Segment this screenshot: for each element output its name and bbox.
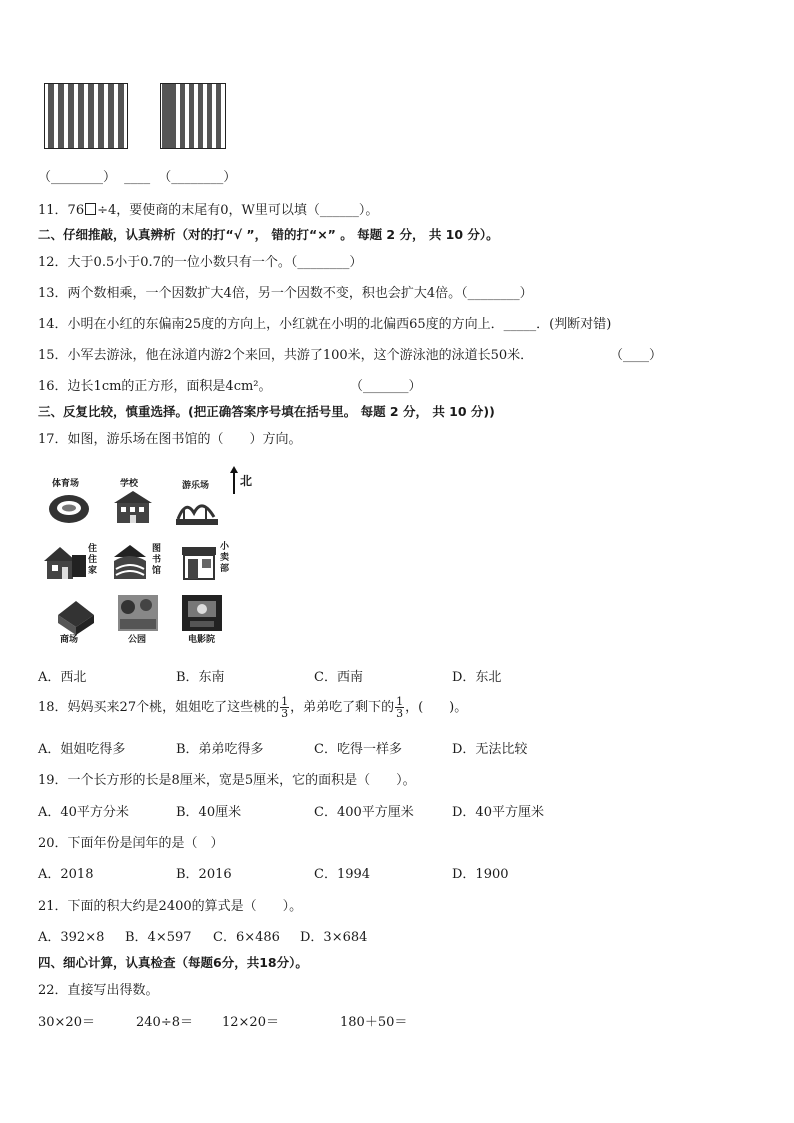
q17-option-c[interactable]: C．西南 bbox=[314, 670, 363, 685]
question-22: 22．直接写出得数。 bbox=[38, 983, 159, 998]
q18-option-d[interactable]: D．无法比较 bbox=[452, 742, 528, 757]
amusement-park-icon bbox=[174, 486, 220, 532]
stadium-icon bbox=[46, 486, 92, 532]
q18-option-a[interactable]: A．姐姐吃得多 bbox=[38, 742, 126, 757]
q18-option-b[interactable]: B．弟弟吃得多 bbox=[176, 742, 264, 757]
question-15: 15．小军去游泳，他在泳道内游2个来回，共游了100米，这个游泳池的泳道长50米． bbox=[38, 348, 534, 363]
q19-option-d[interactable]: D．40平方厘米 bbox=[452, 805, 544, 820]
question-14: 14．小明在小红的东偏南25度的方向上，小红就在小明的北偏西65度的方向上．_____．(判断对错) bbox=[38, 317, 612, 332]
q20-option-d[interactable]: D．1900 bbox=[452, 867, 509, 882]
section-4-heading: 四、细心计算，认真检查（每题6分，共18分）。 bbox=[38, 955, 308, 970]
q19-option-b[interactable]: B．40厘米 bbox=[176, 805, 242, 820]
shop-icon bbox=[178, 540, 224, 586]
q20-option-b[interactable]: B．2016 bbox=[176, 867, 232, 882]
q21-option-c[interactable]: C．6×486 bbox=[213, 930, 280, 945]
q17-option-d[interactable]: D．东北 bbox=[452, 670, 502, 685]
question-15-blank[interactable]: （____） bbox=[610, 348, 663, 363]
label-home: 住住家 bbox=[88, 544, 98, 576]
blank-3[interactable]: （________） bbox=[158, 170, 237, 185]
fraction-one-third-1: $\frac{1}{3}$ bbox=[281, 695, 289, 720]
school-icon bbox=[110, 484, 156, 530]
library-icon bbox=[110, 538, 156, 584]
blank-1[interactable]: （________） bbox=[38, 170, 117, 185]
question-21: 21．下面的积大约是2400的算式是（ ）。 bbox=[38, 899, 303, 914]
question-17: 17．如图，游乐场在图书馆的（ ）方向。 bbox=[38, 432, 302, 447]
home-icon bbox=[42, 538, 88, 584]
label-park: 公园 bbox=[128, 635, 147, 645]
question-16-blank[interactable]: （_______） bbox=[350, 379, 422, 394]
q19-option-a[interactable]: A．40平方分米 bbox=[38, 805, 129, 820]
figure-blanks bbox=[38, 166, 236, 185]
park-icon bbox=[116, 590, 162, 636]
blank-2[interactable]: ____ bbox=[124, 170, 151, 185]
label-shop: 小卖部 bbox=[220, 542, 230, 574]
q21-option-d[interactable]: D．3×684 bbox=[300, 930, 368, 945]
q17-option-b[interactable]: B．东南 bbox=[176, 670, 225, 685]
q21-option-a[interactable]: A．392×8 bbox=[38, 930, 105, 945]
label-library: 图书馆 bbox=[152, 544, 162, 576]
stripe-figure-left bbox=[44, 83, 128, 149]
calc-item-4: 180＋50＝ bbox=[340, 1015, 408, 1030]
question-20: 20．下面年份是闰年的是（ ） bbox=[38, 836, 224, 851]
calc-item-1: 30×20＝ bbox=[38, 1015, 95, 1030]
question-12: 12．大于0.5小于0.7的一位小数只有一个。（________） bbox=[38, 255, 363, 270]
fraction-one-third-2: $\frac{1}{3}$ bbox=[396, 695, 404, 720]
label-school: 学校 bbox=[120, 479, 139, 489]
question-16: 16．边长1cm的正方形，面积是4cm²。 bbox=[38, 379, 272, 394]
direction-map bbox=[40, 466, 260, 646]
question-11: 11．76 ÷4，要使商的末尾有0，W里可以填（______）。 bbox=[38, 203, 379, 218]
q20-option-c[interactable]: C．1994 bbox=[314, 867, 371, 882]
label-stadium: 体育场 bbox=[52, 479, 80, 489]
q20-option-a[interactable]: A．2018 bbox=[38, 867, 94, 882]
question-13: 13．两个数相乘，一个因数扩大4倍，另一个因数不变，积也会扩大4倍。（________） bbox=[38, 286, 533, 301]
calc-item-3: 12×20＝ bbox=[222, 1015, 279, 1030]
label-cinema: 电影院 bbox=[188, 635, 216, 645]
question-18: 18．妈妈买来27个桃，姐姐吃了这些桃的 $\frac{1}{3}$ ，弟弟吃了剩下的 $\frac{1}{3}$ ，( )。 bbox=[38, 695, 468, 720]
stripe-figure-right bbox=[160, 83, 226, 149]
q18-option-c[interactable]: C．吃得一样多 bbox=[314, 742, 402, 757]
label-amusement-park: 游乐场 bbox=[182, 481, 210, 491]
q21-option-b[interactable]: B．4×597 bbox=[125, 930, 192, 945]
section-3-heading: 三、反复比较，慎重选择。(把正确答案序号填在括号里。 每题 2 分， 共 10 分)) bbox=[38, 404, 495, 419]
q19-option-c[interactable]: C．400平方厘米 bbox=[314, 805, 414, 820]
north-arrow-icon bbox=[228, 466, 240, 496]
q17-option-a[interactable]: A．西北 bbox=[38, 670, 87, 685]
section-2-heading: 二、仔细推敲，认真辨析（对的打“√ ”， 错的打“×” 。 每题 2 分， 共 10 分）。 bbox=[38, 227, 499, 242]
question-19: 19．一个长方形的长是8厘米，宽是5厘米，它的面积是（ ）。 bbox=[38, 773, 416, 788]
north-label: 北 bbox=[240, 474, 253, 488]
calc-item-2: 240÷8＝ bbox=[136, 1015, 193, 1030]
cinema-icon bbox=[180, 590, 226, 636]
label-mall: 商场 bbox=[60, 635, 79, 645]
square-box-icon bbox=[85, 203, 96, 215]
